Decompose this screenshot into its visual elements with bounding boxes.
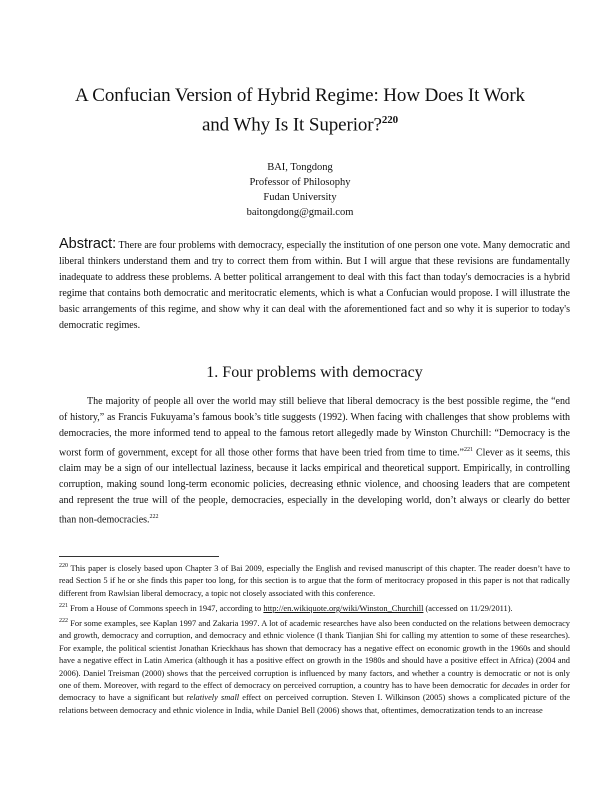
footnote-221-pre: From a House of Commons speech in 1947, according to [68,603,264,613]
footnote-220-text: This paper is closely based upon Chapter 3 of Bai 2009, especially the English and revised manuscript of this chapter. The reader doesn’t have to read Section 5 if he or she finds this paper too long, for this section is to argue that the form of meritocracy proposed in this paper is not that radically different from Rawlsian liberal democracy, a topic not closely associated with this conference. [59,563,570,598]
footnotes [59,560,570,717]
author-position: Professor of Philosophy [249,177,351,188]
paper-title [40,83,560,137]
section-heading: 1. Four problems with democracy [206,364,423,381]
author-email: baitongdong@gmail.com [246,207,354,218]
author-affiliation: Fudan University [263,192,337,203]
footnote-222-part-1: For some examples, see Kaplan 1997 and Zakaria 1997. A lot of academic researches have also been conducted on the relations between democracy and growth, democracy and corruption, and democracy and ethnic violence (I thank Tianjian Shi for calling my attention to some of these researches). For example, the political scientist Jonathan Krieckhaus has shown that democracy has a negative effect on economic growth in the 1960s and should have a negative effect in Latin America (although it has a positive effect on growth in the 1980s and should have a positive effect in Africa) (2004 and 2006). Daniel Treisman (2000) shows that the perceived corruption is influenced by many factors, and whether a country is democratic or not is only one of them. Moreover, with regard to the effect of democracy on perceived corruption, a country has to have been democratic for [59,619,570,691]
abstract-label: Abstract: [59,236,117,252]
footnote-220-number: 220 [59,563,68,569]
footnote-220 [59,560,570,600]
footnote-222-number: 222 [59,618,68,625]
footnote-ref-222: 222 [149,514,159,521]
footnote-222-part-3: effect on perceived corruption. Steven I. Wilkinson (2005) shows a complicated picture of the relations between democracy and ethnic violence in India, while Daniel Bell (2006) shows that, oftentimes, democratization tends to an increase [59,693,570,715]
title-line-2: and Why Is It Superior? [201,114,382,136]
title-footnote-ref: 220 [381,114,399,126]
abstract-text: There are four problems with democracy, especially the institution of one person one vote. Many democratic and liberal thinkers understand them and try to correct them from within. But I will argue that these revisions are fundamentally inadequate to address these problems. A better political arrangement to deal with this fact than today's democracies is a hybrid regime that contains both democratic and meritocratic elements, which is what a Confucian would propose. I will illustrate the basic arrangements of this regime, and show why it can deal with the aforementioned fact and so why it is superior to today's democratic regimes. [59,240,570,331]
body-text-part-1: The majority of people all over the world may still believe that liberal democracy is the best possible regime, the “end of history,” as Francis Fukuyama’s famous book’s title suggests (1992). When facing with challenges that show problems with democracies, the more informed tend to appeal to the famous retort allegedly made by Winston Churchill: “Democracy is the worst form of government, except for all those other forms that have been tried from time to time.” [59,396,570,459]
author-name: BAI, Tongdong [267,162,333,173]
footnote-221-link[interactable]: http://en.wikiquote.org/wiki/Winston_Churchill [263,603,424,613]
footnote-222-emphasis-2: relatively small [186,693,240,703]
footnote-221 [59,600,570,615]
author-block [150,160,450,220]
footnote-221-number: 221 [59,603,68,610]
body-text-part-2: Clever as it seems, this claim may be a sign of our intellectual laziness, because it lacks empirical and theoretical support. Empirically, in controlling corruption, making sound long-term economic policies, decreasing ethnic violence, and choosing leaders that are competent and represent the true will of the people, democracies, especially in the developing world, don’t always or clearly do better than non-democracies. [59,447,570,526]
title-line-1: A Confucian Version of Hybrid Regime: How Does It Work [75,85,525,106]
footnote-divider [59,556,219,557]
footnote-221-post: (accessed on 11/29/2011). [423,603,513,613]
body-paragraph [59,394,570,529]
footnote-222 [59,615,570,717]
footnote-ref-221: 221 [464,447,473,453]
footnote-222-emphasis-1: decades [502,681,530,691]
footnote-222-part-2: in order for democracy to have a significant but [59,681,571,703]
abstract [59,236,570,334]
